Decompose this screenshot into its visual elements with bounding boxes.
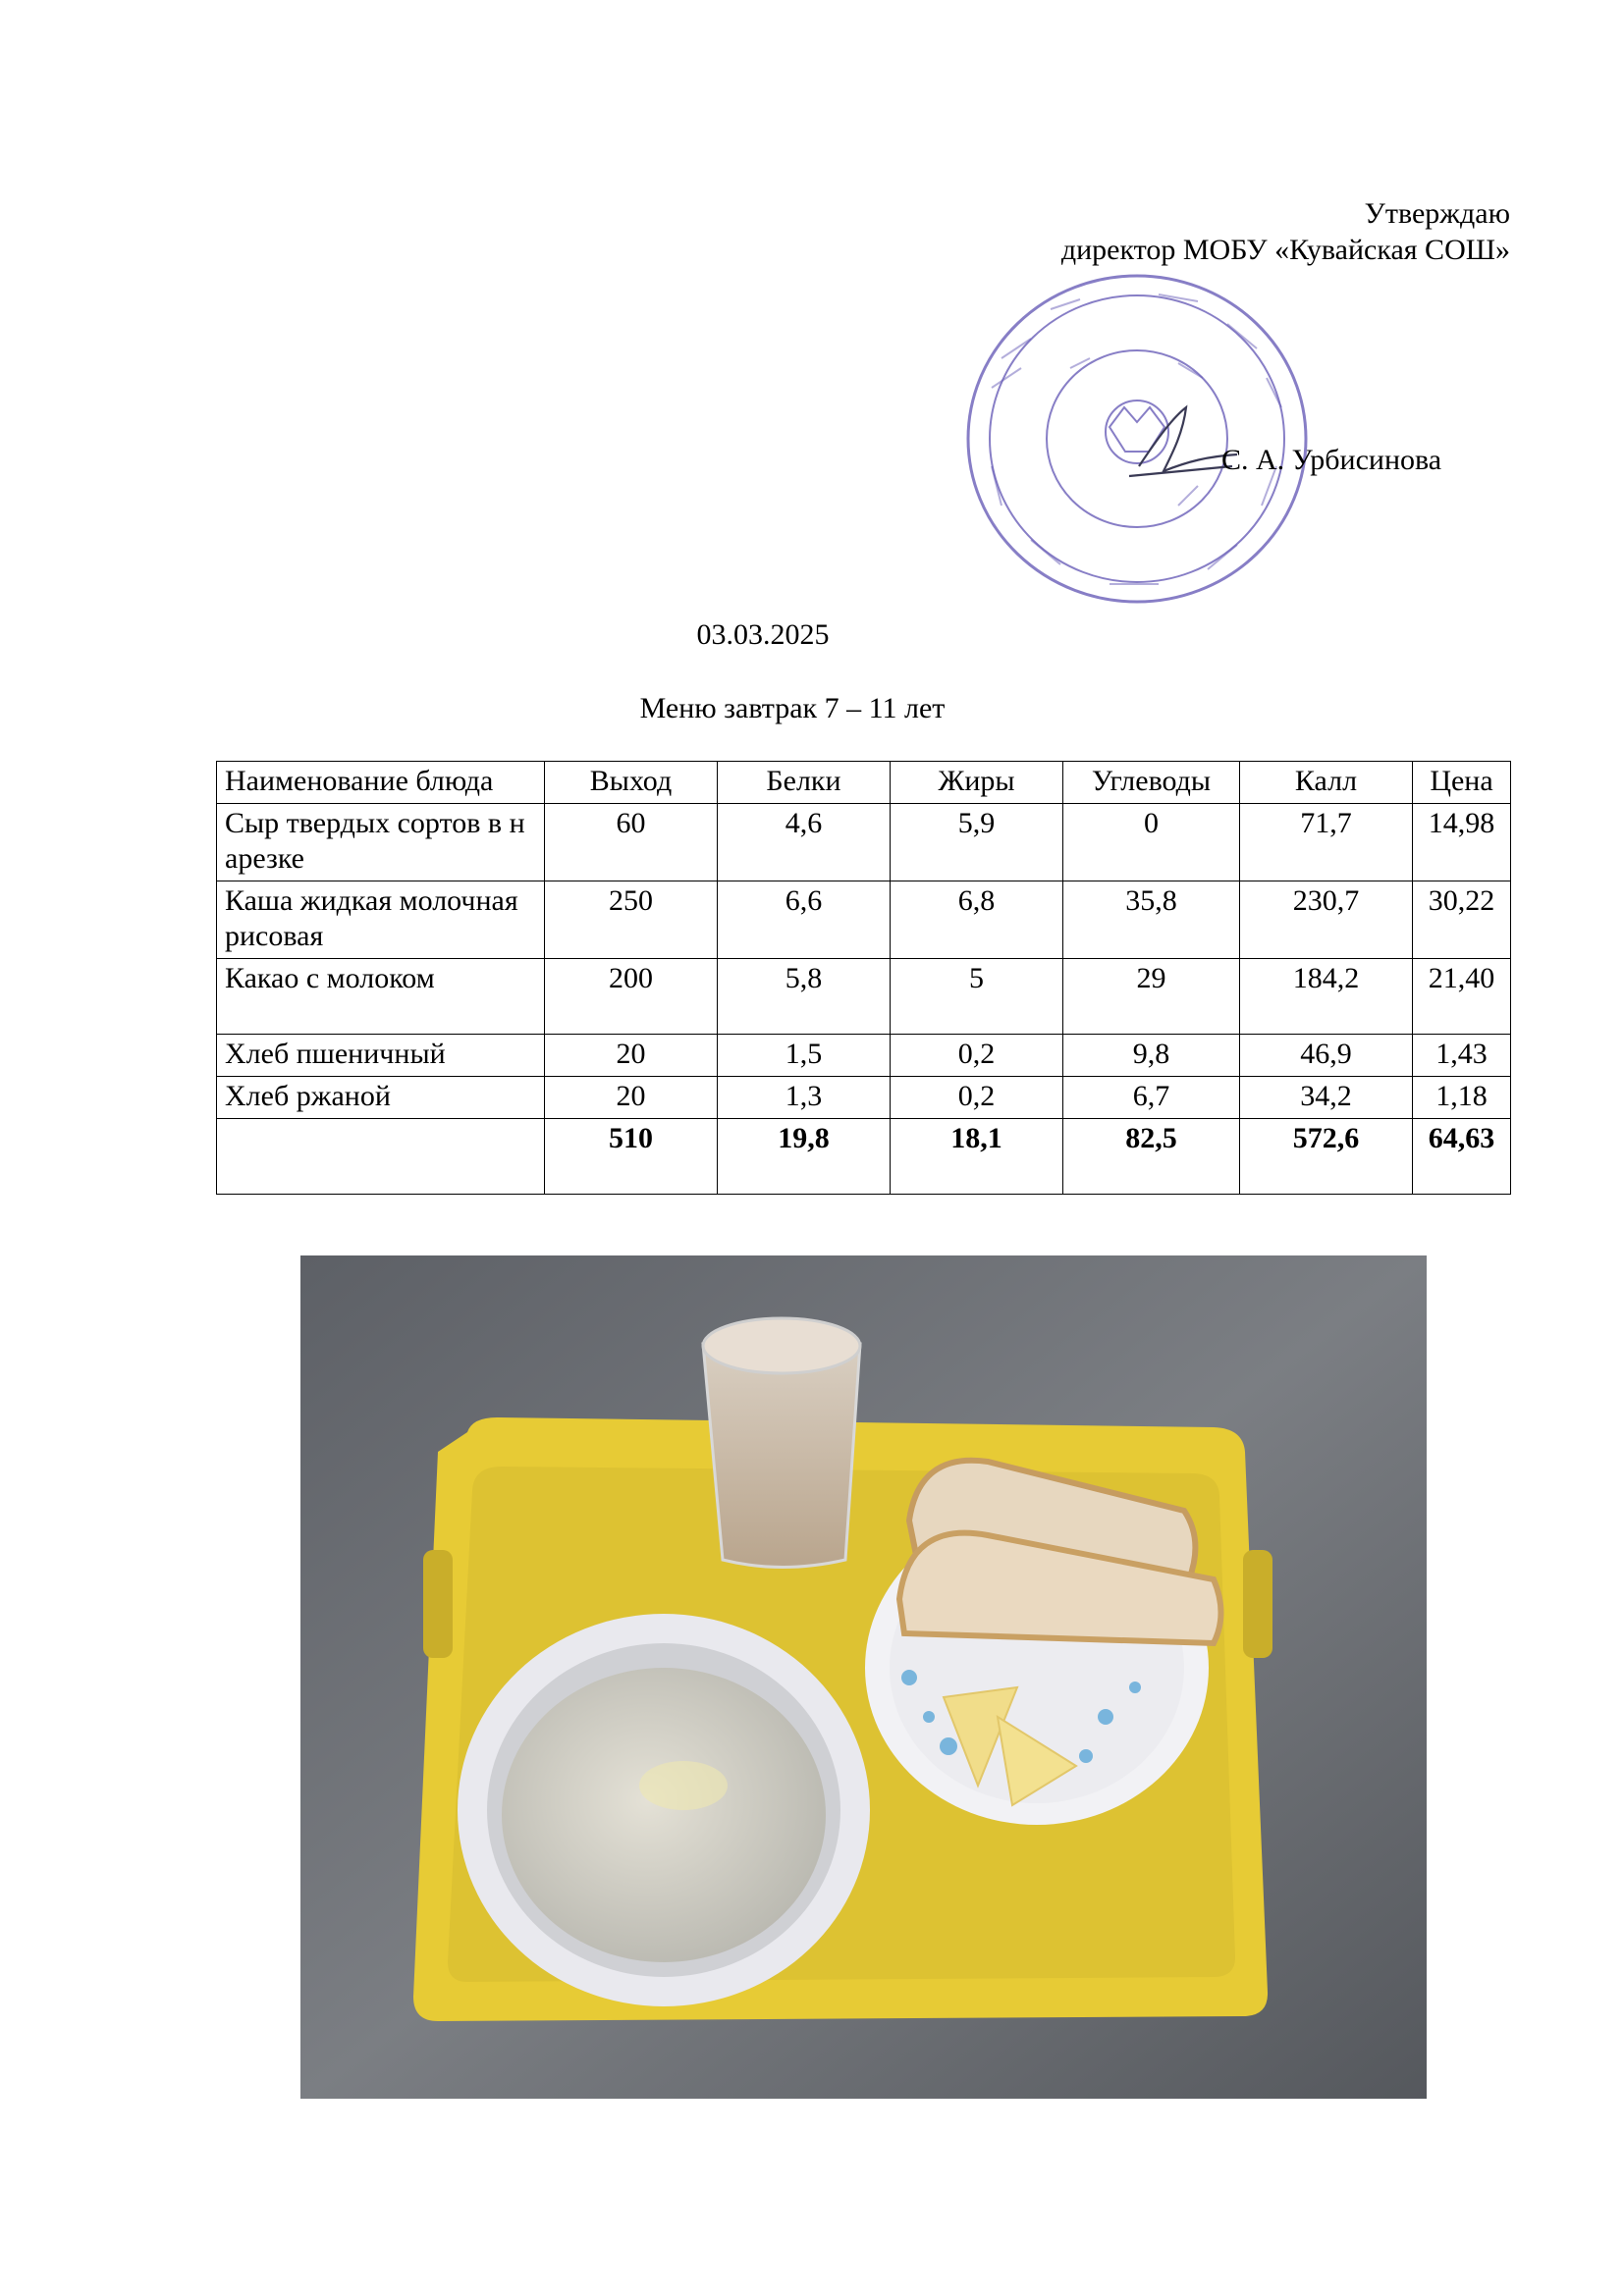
cell-calories: 46,9: [1240, 1035, 1413, 1077]
total-price: 64,63: [1413, 1119, 1511, 1195]
cell-price: 1,43: [1413, 1035, 1511, 1077]
cell-fats: 5,9: [891, 804, 1063, 881]
header-price: Цена: [1413, 762, 1511, 804]
cell-price: 21,40: [1413, 959, 1511, 1035]
cell-output: 20: [545, 1077, 718, 1119]
cell-carbs: 29: [1063, 959, 1240, 1035]
cell-dish-name: Хлеб ржаной: [217, 1077, 545, 1119]
cell-price: 14,98: [1413, 804, 1511, 881]
menu-title: Меню завтрак 7 – 11 лет: [639, 692, 946, 724]
document-date: 03.03.2025: [696, 618, 830, 651]
header-carbs: Углеводы: [1063, 762, 1240, 804]
table-row: [217, 1035, 1511, 1077]
cell-fats: 0,2: [891, 1035, 1063, 1077]
header-fats: Жиры: [891, 762, 1063, 804]
approval-word: Утверждаю: [1364, 197, 1510, 230]
table-total-row: [217, 1119, 1511, 1195]
cell-carbs: 9,8: [1063, 1035, 1240, 1077]
cell-carbs: 0: [1063, 804, 1240, 881]
cell-proteins: 1,3: [718, 1077, 891, 1119]
approval-position: директор МОБУ «Кувайская СОШ»: [1060, 234, 1510, 266]
total-output: 510: [545, 1119, 718, 1195]
round-seal-icon: [962, 270, 1312, 609]
cell-fats: 5: [891, 959, 1063, 1035]
cell-dish-name: Сыр твердых сортов в нарезке: [217, 804, 545, 881]
total-calories: 572,6: [1240, 1119, 1413, 1195]
table-row: [217, 1077, 1511, 1119]
cell-output: 60: [545, 804, 718, 881]
cell-output: 200: [545, 959, 718, 1035]
cell-fats: 0,2: [891, 1077, 1063, 1119]
breakfast-tray-photo: [300, 1255, 1427, 2099]
table-row: [217, 959, 1511, 1035]
header-dish-name: Наименование блюда: [217, 762, 545, 804]
cell-calories: 34,2: [1240, 1077, 1413, 1119]
header-calories: Калл: [1240, 762, 1413, 804]
cell-proteins: 6,6: [718, 881, 891, 959]
cell-calories: 230,7: [1240, 881, 1413, 959]
cell-calories: 71,7: [1240, 804, 1413, 881]
header-output: Выход: [545, 762, 718, 804]
cell-dish-name: Каша жидкая молочная рисовая: [217, 881, 545, 959]
signer-name: С. А. Урбисинова: [1221, 444, 1442, 476]
cell-dish-name: Какао с молоком: [217, 959, 545, 1035]
cell-calories: 184,2: [1240, 959, 1413, 1035]
cell-carbs: 35,8: [1063, 881, 1240, 959]
header-proteins: Белки: [718, 762, 891, 804]
total-label-cell: [217, 1119, 545, 1195]
cell-price: 1,18: [1413, 1077, 1511, 1119]
total-proteins: 19,8: [718, 1119, 891, 1195]
cell-proteins: 1,5: [718, 1035, 891, 1077]
total-carbs: 82,5: [1063, 1119, 1240, 1195]
table-row: [217, 804, 1511, 881]
cell-proteins: 5,8: [718, 959, 891, 1035]
cell-output: 250: [545, 881, 718, 959]
table-row: [217, 881, 1511, 959]
cell-fats: 6,8: [891, 881, 1063, 959]
cell-proteins: 4,6: [718, 804, 891, 881]
table-header-row: [217, 762, 1511, 804]
cell-dish-name: Хлеб пшеничный: [217, 1035, 545, 1077]
total-fats: 18,1: [891, 1119, 1063, 1195]
menu-table: [216, 761, 1511, 1195]
cell-output: 20: [545, 1035, 718, 1077]
cell-price: 30,22: [1413, 881, 1511, 959]
cell-carbs: 6,7: [1063, 1077, 1240, 1119]
